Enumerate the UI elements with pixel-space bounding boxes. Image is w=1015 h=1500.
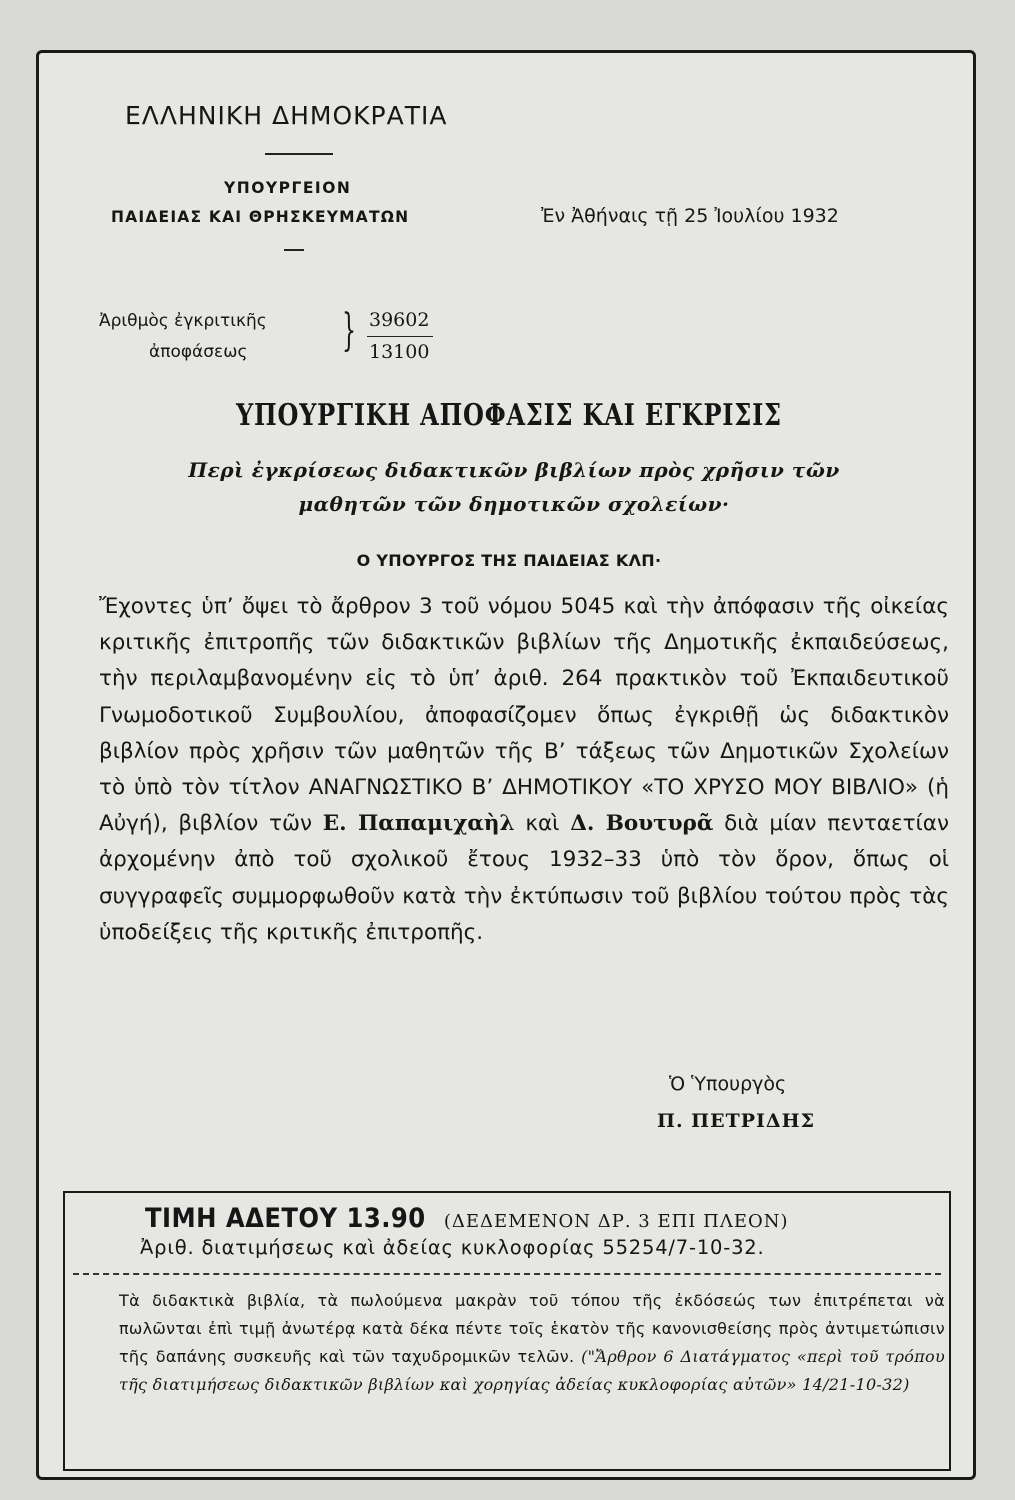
decision-number-label-cont: ἀποφάσεως — [149, 342, 248, 362]
price-notice — [119, 1287, 945, 1399]
document-heading: ΥΠΟΥΡΓΙΚΗ ΑΠΟΦΑΣΙΣ ΚΑΙ ΕΓΚΡΙΣΙΣ — [236, 398, 782, 433]
dateline: Ἐν Ἀθήναις τῇ 25 Ἰουλίου 1932 — [541, 205, 839, 227]
document-page — [36, 50, 976, 1480]
decision-denominator: 13100 — [369, 341, 430, 363]
body-text-part2: διὰ μίαν πενταετίαν ἀρχομένην ἀπὸ τοῦ σχολικοῦ ἔτους 1932–33 ὑπὸ τὸν ὅρον, ὅπως οἱ συγγραφεῖς συμμορφωθοῦν κατὰ τὴν ἐκτύπωσιν τοῦ βιβλίου τούτου πρὸς τὰς ὑποδείξεις τῆς κριτικῆς ἐπιτροπῆς. — [99, 811, 949, 945]
price-label: ΤΙΜΗ ΑΔΕΤΟΥ 13.90 — [145, 1203, 426, 1234]
notice-text: Τὰ διδακτικὰ βιβλία, τὰ πωλούμενα μακρὰν τοῦ τόπου τῆς ἐκδόσεώς των ἐπιτρέπεται νὰ πωλῶνται ἐπὶ τιμῇ ἀνωτέρᾳ κατὰ δέκα πέντε τοῖς ἑκατὸν τῆς κανονισθείσης πρὸς ἀντιμετώπισιν τῆς δαπάνης συσκευῆς καὶ τῶν ταχυδρομικῶν τελῶν. — [119, 1291, 945, 1366]
decision-numerator: 39602 — [369, 309, 430, 331]
dashed-divider — [73, 1273, 941, 1275]
fraction-line — [367, 336, 433, 337]
notice-citation: ("Ἄρθρον 6 Διατάγματος «περὶ τοῦ τρόπου τῆς διατιμήσεως διδακτικῶν βιβλίων καὶ χορηγίας ἀδείας κυκλοφορίας αὐτῶν» 14/21-10-32) — [119, 1347, 945, 1394]
price-box — [63, 1191, 951, 1471]
price-line — [145, 1203, 789, 1234]
ministry-rule — [284, 249, 304, 251]
signature-role: Ὁ Ὑπουργὸς — [669, 1073, 787, 1095]
price-note: (ΔΕΔΕΜΕΝΟΝ ΔΡ. 3 ΕΠΙ ΠΛΕΟΝ) — [443, 1211, 789, 1232]
ministry-line-1: ΥΠΟΥΡΓΕΙΟΝ — [224, 179, 352, 197]
brace-glyph: } — [342, 305, 356, 356]
document-subtitle: Περὶ ἐγκρίσεως διδακτικῶν βιβλίων πρὸς χρῆσιν τῶν μαθητῶν τῶν δημοτικῶν σχολείων· — [188, 458, 840, 516]
license-reference: Ἀριθ. διατιμήσεως καὶ ἀδείας κυκλοφορίας 55254/7-10-32. — [140, 1236, 765, 1259]
republic-header: ΕΛΛΗΝΙΚΗ ΔΗΜΟΚΡΑΤΙΑ — [125, 101, 448, 130]
author-2: Δ. Βουτυρᾶ — [570, 811, 714, 837]
author-1: Ε. Παπαμιχαὴλ — [322, 811, 515, 837]
minister-heading: Ο ΥΠΟΥΡΓΟΣ ΤΗΣ ΠΑΙΔΕΙΑΣ ΚΛΠ· — [356, 551, 662, 570]
ministry-line-2: ΠΑΙΔΕΙΑΣ ΚΑΙ ΘΡΗΣΚΕΥΜΑΤΩΝ — [111, 208, 410, 226]
header-rule — [265, 153, 333, 155]
decision-number-label: Ἀριθμὸς ἐγκριτικῆς — [99, 311, 267, 331]
body-conjunction: καὶ — [525, 811, 560, 837]
decision-body — [99, 589, 949, 951]
signature-name: Π. ΠΕΤΡΙΔΗΣ — [657, 1110, 816, 1132]
body-text-part1: Ἔχοντες ὑπ’ ὄψει τὸ ἄρθρον 3 τοῦ νόμου 5045 καὶ τὴν ἀπόφασιν τῆς οἰκείας κριτικῆς ἐπιτροπῆς τῶν διδακτικῶν βιβλίων τῆς Δημοτικῆς ἐκπαιδεύσεως, τὴν περιλαμβανομένην εἰς τὸ ὑπ’ ἀριθ. 264 πρακτικὸν τοῦ Ἐκπαιδευτικοῦ Γνωμοδοτικοῦ Συμβουλίου, ἀποφασίζομεν ὅπως ἐγκριθῇ ὡς διδακτικὸν βιβλίον πρὸς χρῆσιν τῶν μαθητῶν τῆς Β’ τάξεως τῶν Δημοτικῶν Σχολείων τὸ ὑπὸ τὸν τίτλον ΑΝΑΓΝΩΣΤΙΚΟ Β’ ΔΗΜΟΤΙΚΟΥ «ΤΟ ΧΡΥΣΟ ΜΟΥ ΒΙΒΛΙΟ» (ἡ Αὐγή), βιβλίον τῶν — [99, 594, 949, 837]
